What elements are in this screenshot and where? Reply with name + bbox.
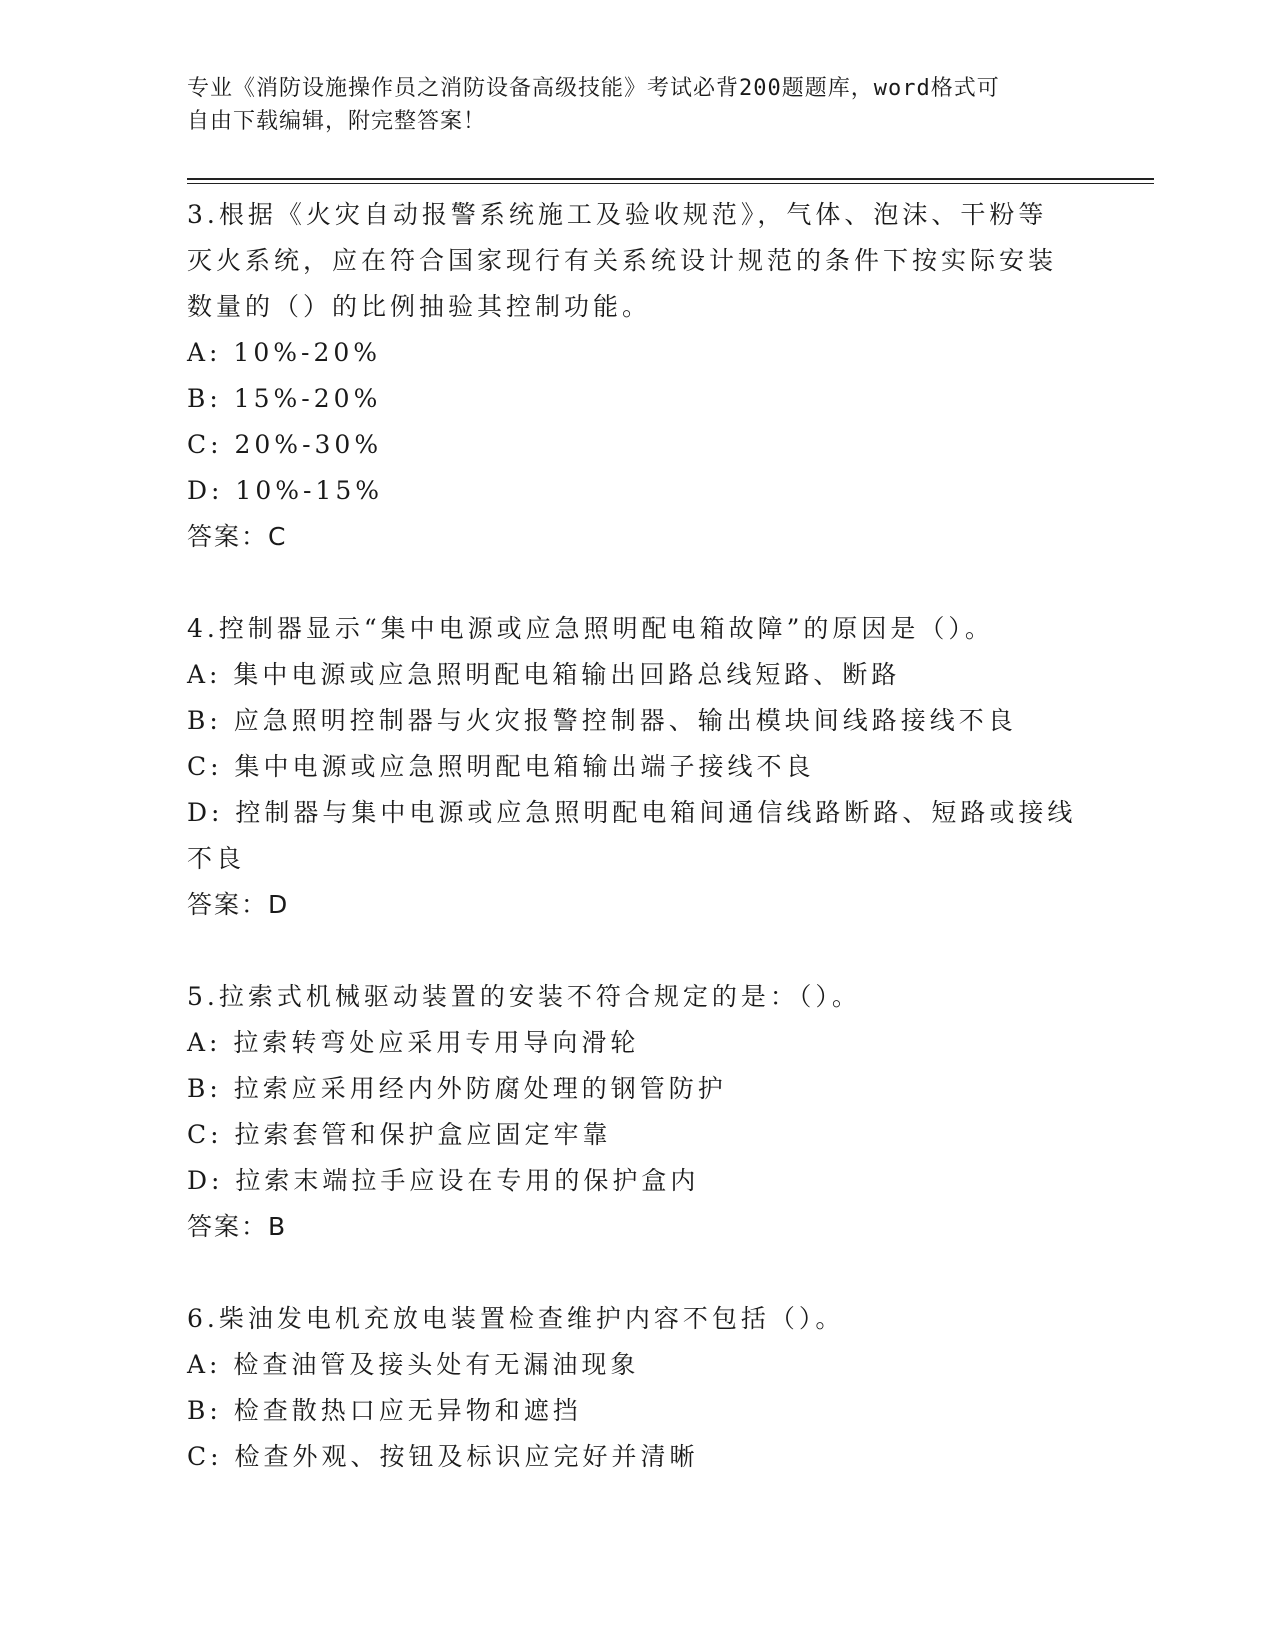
option-a: A: 检查油管及接头处有无漏油现象 xyxy=(187,1350,640,1379)
question-5 xyxy=(187,974,1087,1250)
option-c: C: 检查外观、按钮及标识应完好并清晰 xyxy=(187,1442,699,1471)
header-line-2: 自由下载编辑，附完整答案！ xyxy=(187,109,487,134)
option-d: D: 控制器与集中电源或应急照明配电箱间通信线路断路、短路或接线 xyxy=(187,798,1077,827)
option-c: C: 集中电源或应急照明配电箱输出端子接线不良 xyxy=(187,752,815,781)
document-header xyxy=(187,72,1077,138)
header-divider-thin xyxy=(187,183,1154,184)
header-line-1: 专业《消防设施操作员之消防设备高级技能》考试必背200题题库，word格式可 xyxy=(187,76,1000,101)
option-d: D: 拉索末端拉手应设在专用的保护盒内 xyxy=(187,1166,700,1195)
option-c: C: 拉索套管和保护盒应固定牢靠 xyxy=(187,1120,612,1149)
question-3 xyxy=(187,192,1087,560)
option-a: A: 拉索转弯处应采用专用导向滑轮 xyxy=(187,1028,640,1057)
option-a: A: 10%-20% xyxy=(187,338,382,367)
option-b: B: 检查散热口应无异物和遮挡 xyxy=(187,1396,582,1425)
question-stem-line: 3.根据《火灾自动报警系统施工及验收规范》，气体、泡沫、干粉等 xyxy=(187,200,1048,229)
answer: 答案：D xyxy=(187,890,290,919)
answer: 答案：C xyxy=(187,522,288,551)
option-b: B: 应急照明控制器与火灾报警控制器、输出模块间线路接线不良 xyxy=(187,706,1017,735)
option-d: D: 10%-15% xyxy=(187,476,383,505)
question-list xyxy=(187,192,1087,1526)
answer: 答案：B xyxy=(187,1212,288,1241)
question-stem-line: 5.拉索式机械驱动装置的安装不符合规定的是：（）。 xyxy=(187,982,861,1011)
option-b: B: 15%-20% xyxy=(187,384,382,413)
option-c: C: 20%-30% xyxy=(187,430,383,459)
question-4 xyxy=(187,606,1087,928)
question-stem-line: 数量的（）的比例抽验其控制功能。 xyxy=(187,292,652,321)
question-stem-line: 6.柴油发电机充放电装置检查维护内容不包括（）。 xyxy=(187,1304,845,1333)
question-stem-line: 灭火系统，应在符合国家现行有关系统设计规范的条件下按实际安装 xyxy=(187,246,1058,275)
option-d-continuation: 不良 xyxy=(187,844,246,873)
question-stem-line: 4.控制器显示“集中电源或应急照明配电箱故障”的原因是（）。 xyxy=(187,614,994,643)
option-a: A: 集中电源或应急照明配电箱输出回路总线短路、断路 xyxy=(187,660,901,689)
option-b: B: 拉索应采用经内外防腐处理的钢管防护 xyxy=(187,1074,727,1103)
question-6 xyxy=(187,1296,1087,1480)
header-divider xyxy=(187,178,1154,180)
